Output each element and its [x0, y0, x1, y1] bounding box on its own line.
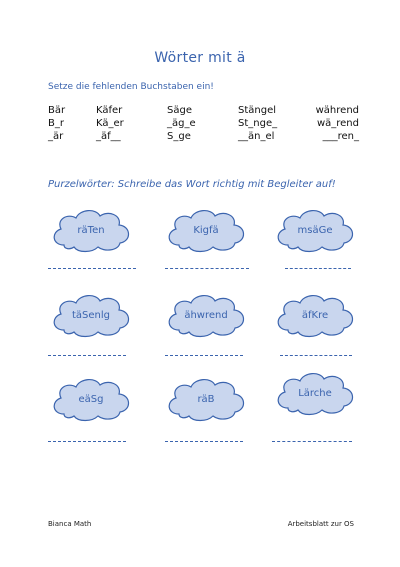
table-cell: Bär	[48, 105, 66, 116]
cloud-word-5	[163, 290, 249, 340]
table-cell: ___ren_	[322, 131, 359, 142]
table-cell: St_nge_	[238, 118, 278, 129]
instruction-scrambled-words: Purzelwörter: Schreibe das Wort richtig mit Begleiter auf!	[48, 179, 336, 190]
answer-line[interactable]	[48, 268, 136, 269]
table-cell: Käfer	[96, 105, 123, 116]
table-cell: Kä_er	[96, 118, 124, 129]
answer-line[interactable]	[165, 441, 243, 442]
table-cell: Stängel	[238, 105, 277, 116]
instruction-fill-letters: Setze die fehlenden Buchstaben ein!	[48, 82, 214, 92]
cloud-word-6	[272, 290, 358, 340]
cloud-word-text: täSenlg	[71, 309, 110, 321]
cloud-word-8	[163, 374, 249, 424]
cloud-word-7	[48, 374, 134, 424]
cloud-word-text: eäSg	[78, 393, 104, 405]
table-cell: _äf__	[96, 131, 121, 142]
answer-line[interactable]	[48, 355, 126, 356]
table-cell: B_r	[48, 118, 64, 129]
cloud-word-text: msäGe	[297, 224, 333, 236]
cloud-word-4	[48, 290, 134, 340]
cloud-word-text: äfKre	[301, 309, 329, 321]
table-cell: wä_rend	[316, 118, 359, 129]
page-title: Wörter mit ä	[154, 50, 246, 66]
table-cell: Säge	[167, 105, 192, 116]
footer-worksheet-label: Arbeitsblatt zur OS	[287, 520, 354, 528]
cloud-word-text: ähwrend	[184, 309, 228, 321]
cloud-word-text: Lärche	[298, 387, 332, 399]
cloud-word-text: räB	[197, 393, 215, 405]
answer-line[interactable]	[285, 268, 351, 269]
table-cell: während	[315, 105, 359, 116]
table-cell: _äg_e	[167, 118, 196, 129]
answer-line[interactable]	[165, 268, 249, 269]
word-table	[48, 105, 358, 142]
table-cell: S_ge	[167, 131, 191, 142]
cloud-word-1	[48, 205, 134, 255]
cloud-word-9	[272, 368, 358, 418]
cloud-word-2	[163, 205, 249, 255]
answer-line[interactable]	[280, 355, 352, 356]
cloud-word-3	[272, 205, 358, 255]
footer-author: Bianca Math	[48, 520, 92, 528]
answer-line[interactable]	[165, 355, 243, 356]
answer-line[interactable]	[272, 441, 352, 442]
answer-line[interactable]	[48, 441, 126, 442]
table-cell: _är	[48, 131, 64, 142]
cloud-word-text: räTen	[77, 224, 105, 236]
cloud-word-text: Kigfä	[193, 224, 219, 236]
table-cell: __än_el	[238, 131, 275, 142]
